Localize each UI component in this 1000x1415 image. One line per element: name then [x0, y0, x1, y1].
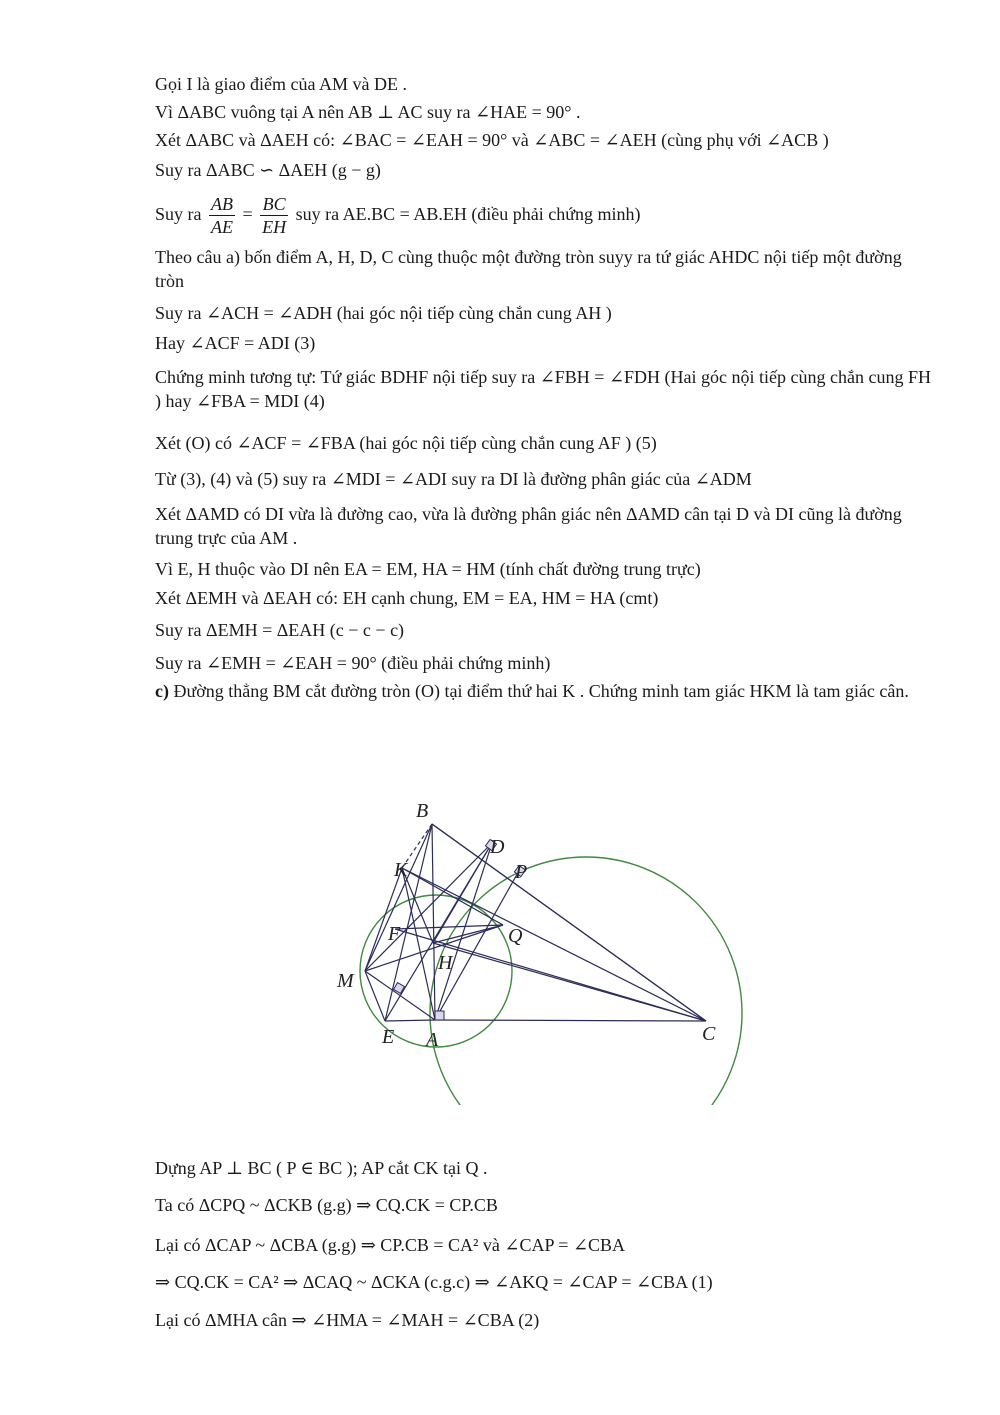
text-line: Vì E, H thuộc vào DI nên EA = EM, HA = HM (tính chất đường trung trực)	[155, 559, 701, 579]
text-line: Vì ΔABC vuông tại A nên AB ⊥ AC suy ra ∠HAE = 90° .	[155, 102, 581, 122]
fraction-line	[155, 192, 935, 238]
point-label-f: F	[388, 923, 401, 945]
point-label-q: Q	[508, 925, 523, 947]
fraction-bc-eh	[260, 193, 288, 238]
point-label-d: D	[490, 836, 505, 858]
point-label-c: C	[702, 1023, 716, 1045]
text-line: Xét (O) có ∠ACF = ∠FBA (hai góc nội tiếp cùng chắn cung AF ) (5)	[155, 433, 657, 453]
point-label-p: P	[515, 861, 528, 883]
point-label-k: K	[394, 859, 408, 881]
point-label-h: H	[438, 952, 453, 974]
text-line: Hay ∠ACF = ADI (3)	[155, 333, 316, 353]
text-line: Suy ra ∠EMH = ∠EAH = 90° (điều phải chứng minh)	[155, 653, 551, 673]
figure-lines	[365, 824, 706, 1021]
part-c-text: Đường thẳng BM cắt đường tròn (O) tại điểm thứ hai K . Chứng minh tam giác HKM là tam giác cân.	[173, 681, 909, 701]
point-label-m: M	[337, 970, 354, 992]
fraction-denominator: EH	[262, 217, 287, 238]
fraction-numerator: AB	[211, 194, 233, 215]
text-line: Lại có ΔCAP ~ ΔCBA (g.g) ⇒ CP.CB = CA² và ∠CAP = ∠CBA	[155, 1235, 626, 1255]
text-line: Ta có ΔCPQ ~ ΔCKB (g.g) ⇒ CQ.CK = CP.CB	[155, 1195, 498, 1215]
text-line: Dựng AP ⊥ BC ( P ∈ BC ); AP cắt CK tại Q .	[155, 1158, 488, 1178]
text-line: Suy ra ΔEMH = ΔEAH (c − c − c)	[155, 620, 405, 640]
text-line: Xét ΔAMD có DI vừa là đường cao, vừa là đường phân giác nên ΔAMD cân tại D và DI cũng là đường trung trực của AM .	[155, 504, 902, 548]
fraction-denominator: AE	[211, 217, 233, 238]
circle-o	[430, 857, 742, 1105]
fraction-equals: =	[242, 204, 253, 224]
point-label-b: B	[416, 800, 429, 822]
part-c-statement	[155, 679, 935, 703]
text-line: Suy ra ΔABC ∽ ΔAEH (g − g)	[155, 160, 381, 180]
right-angle-marks	[394, 839, 526, 1020]
text-line: Xét ΔEMH và ΔEAH có: EH cạnh chung, EM = EA, HM = HA (cmt)	[155, 588, 659, 608]
text-line: Từ (3), (4) và (5) suy ra ∠MDI = ∠ADI suy ra DI là đường phân giác của ∠ADM	[155, 469, 752, 489]
point-label-a: A	[426, 1029, 439, 1051]
text-line: Xét ΔABC và ΔAEH có: ∠BAC = ∠EAH = 90° và ∠ABC = ∠AEH (cùng phụ với ∠ACB )	[155, 130, 829, 150]
fraction-ab-ae	[209, 193, 235, 238]
text-line: ⇒ CQ.CK = CA² ⇒ ΔCAQ ~ ΔCKA (c.g.c) ⇒ ∠AKQ = ∠CAP = ∠CBA (1)	[155, 1272, 713, 1292]
fraction-numerator: BC	[260, 193, 288, 216]
fraction-suffix: suy ra AE.BC = AB.EH (điều phải chứng minh)	[295, 204, 641, 224]
text-line: Gọi I là giao điểm của AM và DE .	[155, 74, 407, 94]
part-c-label: c)	[155, 681, 169, 701]
text-line: Suy ra ∠ACH = ∠ADH (hai góc nội tiếp cùng chắn cung AH )	[155, 303, 612, 323]
text-line: Theo câu a) bốn điểm A, H, D, C cùng thuộc một đường tròn suyy ra tứ giác AHDC nội tiếp một đường tròn	[155, 247, 902, 291]
text-line: Chứng minh tương tự: Tứ giác BDHF nội tiếp suy ra ∠FBH = ∠FDH (Hai góc nội tiếp cùng chắn cung FH ) hay ∠FBA = MDI (4)	[155, 367, 931, 411]
point-label-e: E	[382, 1026, 395, 1048]
fraction-prefix: Suy ra	[155, 204, 202, 224]
text-line: Lại có ΔMHA cân ⇒ ∠HMA = ∠MAH = ∠CBA (2)	[155, 1310, 540, 1330]
geometry-figure	[320, 745, 760, 1105]
